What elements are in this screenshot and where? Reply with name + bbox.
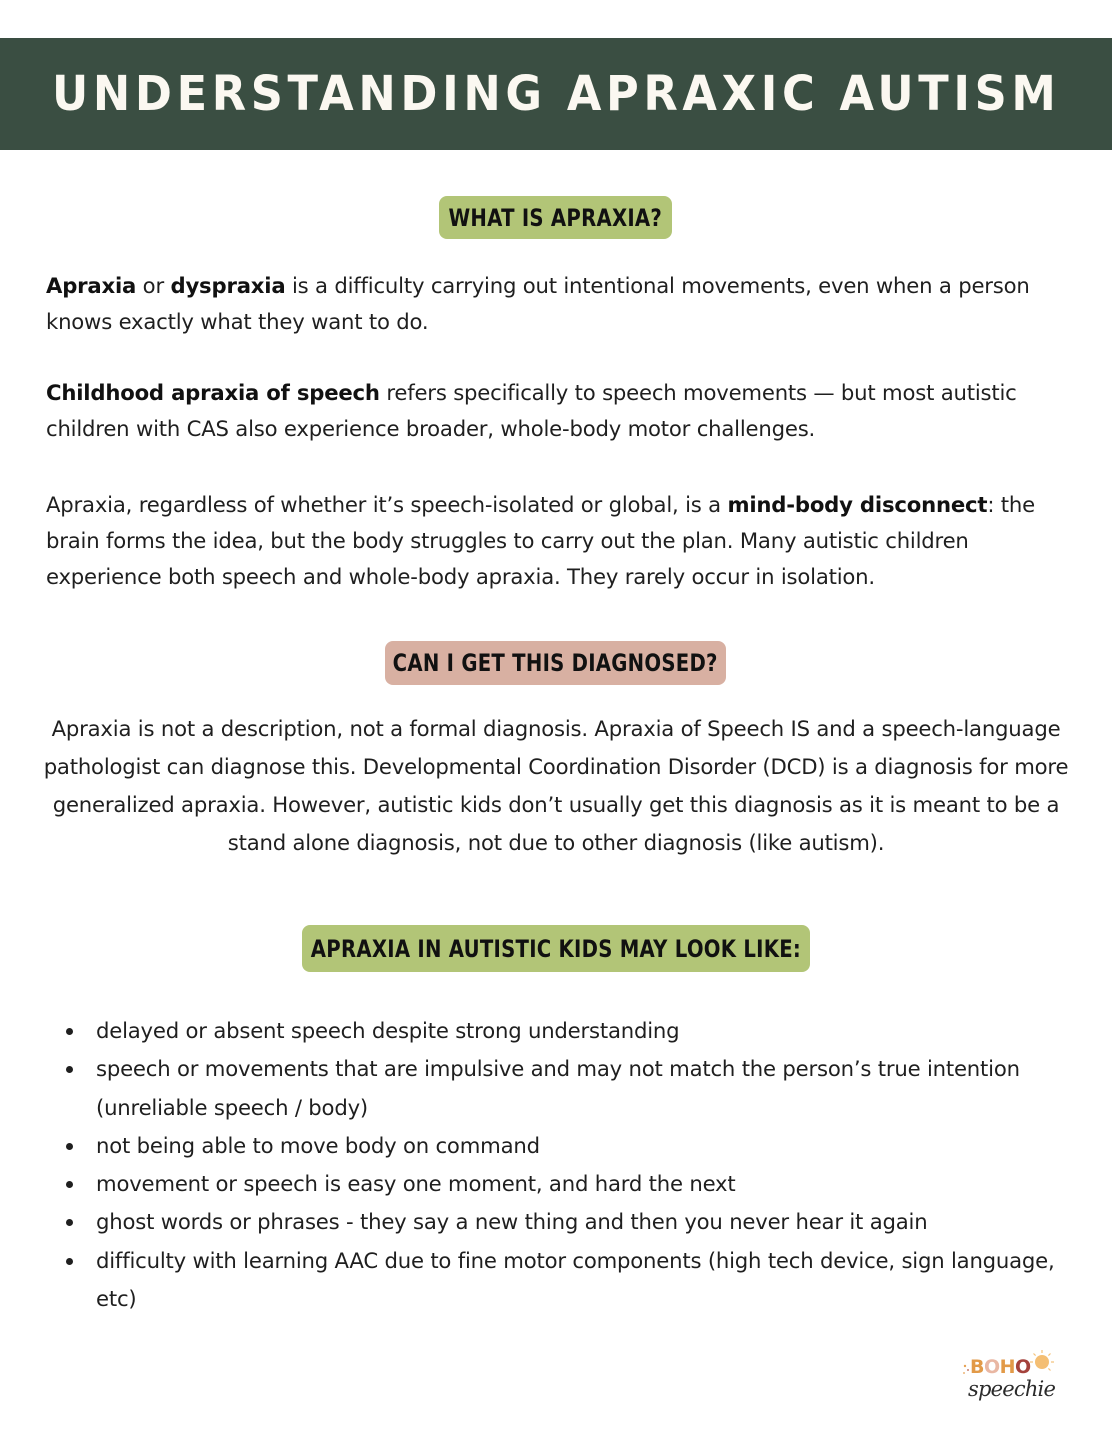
list-item — [62, 1203, 1072, 1241]
list-item-text: ghost words or phrases - they say a new thing and then you never hear it again — [96, 1209, 928, 1235]
list-item — [62, 1050, 1072, 1127]
text-fragment: refers specifically to speech movements — but most autistic children with CAS also experience broader, whole-body motor challenges. — [46, 380, 1017, 441]
section-heading-label: APRAXIA IN AUTISTIC KIDS MAY LOOK LIKE: — [310, 934, 802, 963]
list-item-text: difficulty with learning AAC due to fine motor components (high tech device, sign language, etc) — [96, 1247, 1055, 1312]
list-item-text: not being able to move body on command — [96, 1132, 540, 1158]
header-banner — [0, 38, 1112, 150]
list-item — [62, 1012, 1072, 1050]
list-item — [62, 1242, 1072, 1319]
paragraph-definition — [46, 268, 1076, 340]
bullet-icon — [66, 1143, 73, 1150]
list-item — [62, 1127, 1072, 1165]
logo-dots — [963, 1365, 969, 1374]
list-item-text: speech or movements that are impulsive and may not match the person’s true intention (unreliable speech / body) — [96, 1056, 1020, 1120]
list-item-text: movement or speech is easy one moment, and hard the next — [96, 1171, 736, 1197]
svg-text:BOHO: BOHO — [970, 1356, 1031, 1378]
section-heading-diagnosis — [385, 641, 726, 685]
bullet-icon — [66, 1066, 73, 1073]
section-heading-looks-like — [302, 925, 810, 972]
bullet-icon — [66, 1219, 73, 1226]
paragraph-mind-body — [46, 487, 1076, 595]
text-fragment: or — [136, 273, 171, 298]
bullet-icon — [66, 1028, 73, 1035]
section-heading-what-is-apraxia — [439, 196, 672, 239]
boho-speechie-logo — [962, 1346, 1072, 1406]
term-dyspraxia: dyspraxia — [170, 273, 286, 298]
text-fragment: is a difficulty carrying out intentional movements, even when a person knows exactly what they want to do. — [46, 273, 1030, 334]
paragraph-cas — [46, 375, 1076, 447]
page-title: UNDERSTANDING APRAXIC AUTISM — [51, 66, 1061, 122]
section-heading-label: CAN I GET THIS DIAGNOSED? — [392, 649, 719, 677]
bullet-icon — [66, 1181, 73, 1188]
list-item — [62, 1165, 1072, 1203]
section-heading-label: WHAT IS APRAXIA? — [448, 203, 663, 232]
list-item-text: delayed or absent speech despite strong understanding — [96, 1018, 680, 1043]
bullet-icon — [66, 1258, 73, 1265]
term-apraxia: Apraxia — [46, 273, 137, 298]
sun-icon — [1030, 1350, 1054, 1371]
text-fragment: Apraxia, regardless of whether it’s speech-isolated or global, is a — [46, 492, 728, 517]
term-mind-body-disconnect: mind-body disconnect — [727, 492, 988, 517]
signs-list — [62, 1012, 1072, 1318]
text-fragment: : the brain forms the idea, but the body struggles to carry out the plan. Many autistic children experience both speech and whole-body apraxia. They rarely occur in isolation. — [46, 492, 1035, 589]
term-childhood-apraxia: Childhood apraxia of speech — [46, 380, 380, 405]
paragraph-diagnosis: Apraxia is not a description, not a formal diagnosis. Apraxia of Speech IS and a speech-language pathologist can diagnose this. Developmental Coordination Disorder (DCD) is a diagnosis for more generalized apraxia. However, autistic kids don’t usually get this diagnosis as it is meant to be a stand alone diagnosis, not due to other diagnosis (like autism). — [43, 716, 1069, 855]
svg-text:speechie: speechie — [968, 1377, 1056, 1401]
